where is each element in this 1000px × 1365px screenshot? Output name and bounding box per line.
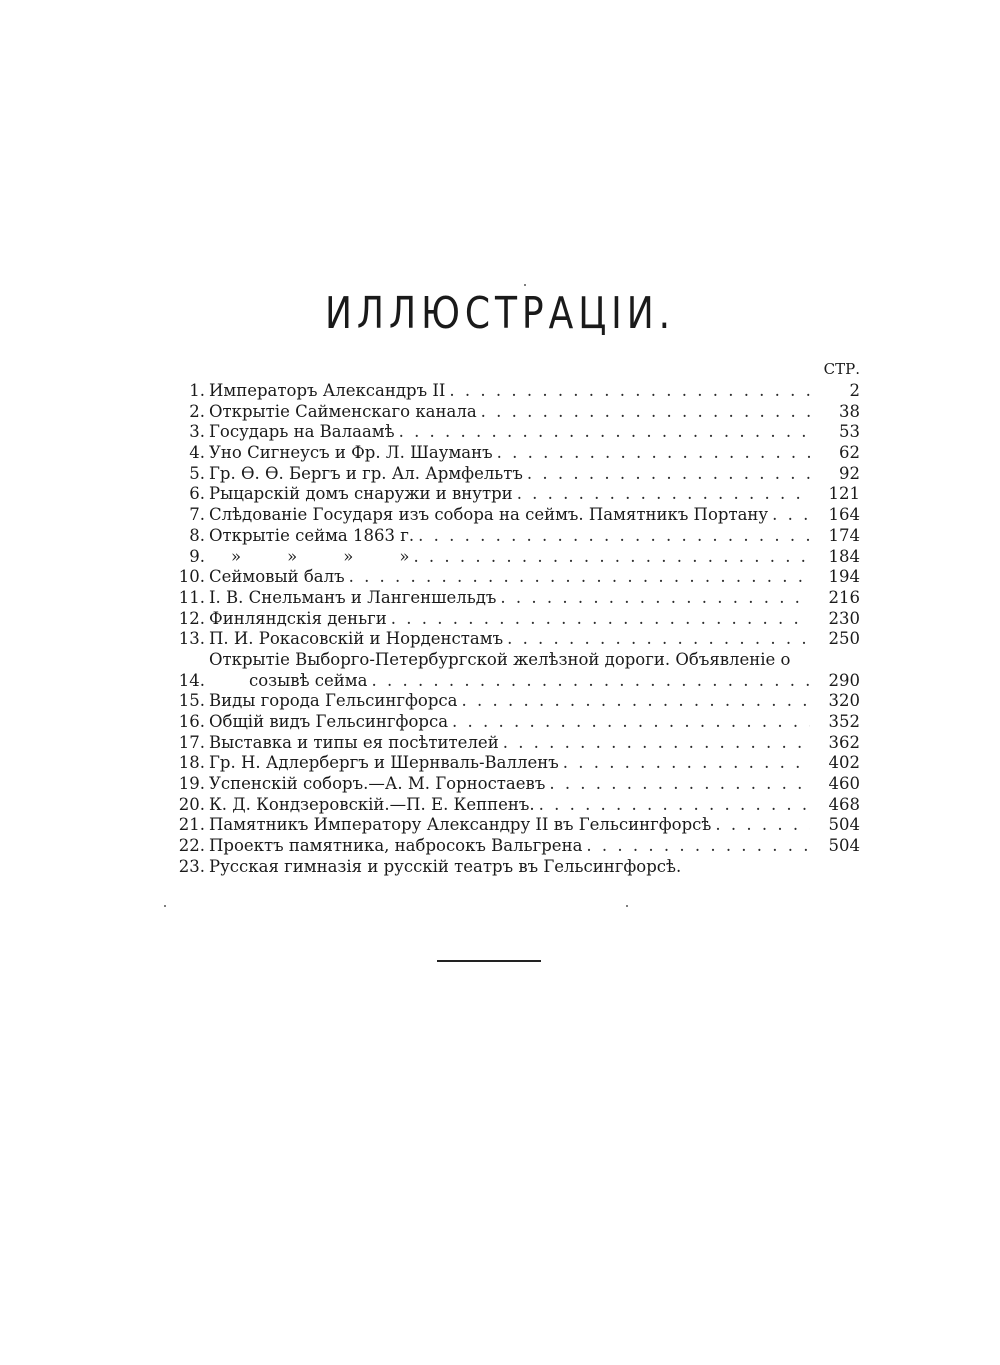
- list-item: [165, 547, 860, 568]
- entry-title: Сеймовый балъ: [209, 567, 345, 587]
- ditto-mark: »: [231, 546, 242, 566]
- entry-title: Слѣдованіе Государя изъ собора на сеймъ. Памятникъ Портану: [209, 505, 769, 525]
- list-item: [165, 712, 860, 733]
- closing-rule: [437, 960, 541, 962]
- list-item: [165, 381, 860, 402]
- entry-page: 194: [828, 567, 860, 587]
- entry-page: 174: [828, 525, 860, 545]
- entry-page: 62: [839, 443, 860, 463]
- entry-title: Общій видъ Гельсингфорса: [209, 712, 449, 732]
- entry-number: 15.: [178, 691, 205, 711]
- entry-number: 18.: [178, 753, 205, 773]
- entry-page: 184: [828, 546, 860, 566]
- illustrations-list: [165, 381, 860, 878]
- entry-page: 504: [828, 836, 860, 856]
- list-item: [165, 650, 860, 691]
- dot-leader: [367, 671, 810, 692]
- list-item: [165, 484, 860, 505]
- dot-leader: [711, 815, 810, 836]
- entry-number: 4.: [189, 443, 205, 463]
- dot-leader: [387, 609, 810, 630]
- entry-title: Финляндскія деньги: [209, 608, 387, 628]
- dot-leader: [477, 402, 810, 423]
- entry-title: К. Д. Кондзеровскій.—П. Е. Кеппенъ.: [209, 794, 535, 814]
- list-item: [165, 422, 860, 443]
- entry-number: 20.: [178, 794, 205, 814]
- entry-title: Уно Сигнеусъ и Фр. Л. Шауманъ: [209, 443, 493, 463]
- list-item: [165, 609, 860, 630]
- entry-page: 460: [828, 774, 860, 794]
- list-item: [165, 857, 860, 878]
- entry-page: 121: [828, 484, 860, 504]
- list-item: [165, 567, 860, 588]
- print-speck: [164, 905, 166, 907]
- ditto-mark: »: [287, 546, 298, 566]
- dot-leader: [414, 526, 810, 547]
- list-item: [165, 629, 860, 650]
- list-item: [165, 443, 860, 464]
- list-item: [165, 526, 860, 547]
- dot-leader: [345, 567, 810, 588]
- entry-title: Проектъ памятника, набросокъ Вальгрена: [209, 836, 583, 856]
- ditto-mark: »: [399, 546, 410, 566]
- page-title: ИЛЛЮСТРАЦІИ.: [324, 288, 676, 339]
- list-item: [165, 836, 860, 857]
- entry-number: 2.: [189, 401, 205, 421]
- dot-leader: [409, 547, 810, 568]
- entry-page: 230: [828, 608, 860, 628]
- entry-title: Гр. Н. Адлербергъ и Шернваль-Валленъ: [209, 753, 559, 773]
- ditto-marks: [209, 547, 409, 568]
- entry-number: 14.: [178, 670, 205, 690]
- list-item: [165, 795, 860, 816]
- dot-leader: [523, 464, 810, 485]
- entry-title: Гр. Ѳ. Ѳ. Бергъ и гр. Ал. Армфельтъ: [209, 463, 523, 483]
- dot-leader: [448, 712, 810, 733]
- list-item: [165, 774, 860, 795]
- dot-leader: [496, 588, 810, 609]
- entry-title: Открытіе Выборго-Петербургской желѣзной дороги. Объявленіе о: [209, 649, 791, 669]
- entry-number: 5.: [189, 463, 205, 483]
- entry-number: 1.: [189, 381, 205, 400]
- entry-page: 352: [828, 712, 860, 732]
- entry-number: 22.: [178, 836, 205, 856]
- dot-leader: [768, 505, 810, 526]
- entry-page: 216: [828, 587, 860, 607]
- entry-title: П. И. Рокасовскій и Норденстамъ: [209, 629, 504, 649]
- entry-title: Рыцарскій домъ снаружи и внутри: [209, 484, 513, 504]
- dot-leader: [395, 422, 810, 443]
- list-item: [165, 753, 860, 774]
- entry-number: 12.: [178, 608, 205, 628]
- entry-number: 11.: [178, 587, 205, 607]
- entry-page: 92: [839, 463, 860, 483]
- dot-leader: [582, 836, 810, 857]
- list-item: [165, 464, 860, 485]
- entry-page: 320: [828, 691, 860, 711]
- entry-page: 250: [828, 629, 860, 649]
- dot-leader: [458, 691, 811, 712]
- entry-title: І. В. Снельманъ и Лангеншельдъ: [209, 587, 497, 607]
- entry-page: 362: [828, 732, 860, 752]
- entry-number: 9.: [189, 546, 205, 566]
- page-column-label: СТР.: [823, 360, 860, 378]
- dot-leader: [535, 795, 810, 816]
- entry-title: Государь на Валаамѣ: [209, 422, 395, 442]
- entry-number: 6.: [189, 484, 205, 504]
- entry-page: 2: [849, 381, 860, 400]
- entry-number: 8.: [189, 525, 205, 545]
- entry-page: 290: [828, 670, 860, 690]
- list-item: [165, 505, 860, 526]
- entry-title: Открытіе сейма 1863 г.: [209, 525, 415, 545]
- entry-title: Открытіе Сайменскаго канала: [209, 401, 477, 421]
- ditto-mark: »: [343, 546, 354, 566]
- entry-page: 402: [828, 753, 860, 773]
- entry-title-continued: созывѣ сейма: [249, 670, 368, 690]
- entry-number: 3.: [189, 422, 205, 442]
- entry-number: 21.: [178, 815, 205, 835]
- list-item: [165, 691, 860, 712]
- dot-leader: [559, 753, 810, 774]
- entry-title: Виды города Гельсингфорса: [209, 691, 458, 711]
- dot-leader: [499, 733, 810, 754]
- list-item: [165, 815, 860, 836]
- print-speck: [626, 905, 628, 907]
- entry-page: 53: [839, 422, 860, 442]
- entry-page: 504: [828, 815, 860, 835]
- entry-number: 13.: [178, 629, 205, 649]
- list-item: [165, 402, 860, 423]
- entry-number: 17.: [178, 732, 205, 752]
- entry-number: 7.: [189, 505, 205, 525]
- entry-title: Успенскій соборъ.—А. М. Горностаевъ: [209, 774, 546, 794]
- entry-title: Русская гимназія и русскій театръ въ Гельсингфорсѣ.: [209, 856, 682, 876]
- dot-leader: [445, 381, 810, 402]
- entry-page: 468: [828, 794, 860, 814]
- entry-page: 38: [839, 401, 860, 421]
- entry-page: 164: [828, 505, 860, 525]
- dot-leader: [513, 484, 810, 505]
- dot-leader: [493, 443, 810, 464]
- list-item: [165, 733, 860, 754]
- dot-leader: [545, 774, 810, 795]
- print-speck: [524, 284, 526, 286]
- entry-number: 16.: [178, 712, 205, 732]
- dot-leader: [503, 629, 810, 650]
- list-item: [165, 588, 860, 609]
- entry-number: 19.: [178, 774, 205, 794]
- entry-number: 23.: [178, 856, 205, 876]
- entry-title: Выставка и типы ея посѣтителей: [209, 732, 499, 752]
- entry-title: Императоръ Александръ II: [209, 381, 446, 400]
- entry-number: 10.: [178, 567, 205, 587]
- entry-title: Памятникъ Императору Александру II въ Гельсингфорсѣ: [209, 815, 712, 835]
